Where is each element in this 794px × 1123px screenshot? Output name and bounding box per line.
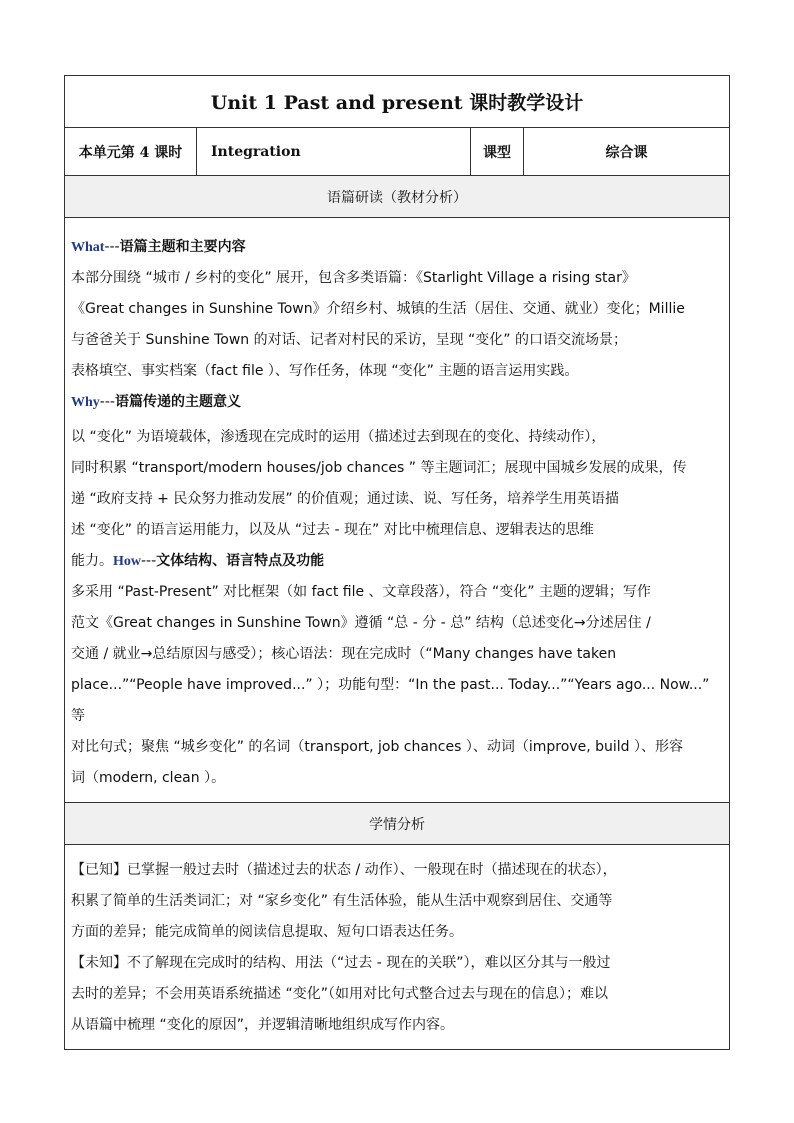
type-label-cell [471, 128, 524, 175]
what-line: 与爸爸关于 Sunshine Town 的对话、记者对村民的采访，呈现 “变化” 的口语交流场景； [71, 332, 627, 348]
what-line: 《Great changes in Sunshine Town》介绍乡村、城镇的生活（居住、交通、就业）变化；Millie [71, 301, 685, 317]
lesson-label-cell [65, 128, 197, 175]
title-row [65, 76, 729, 128]
how-tag: How [113, 554, 141, 569]
why-tag: Why [71, 395, 100, 410]
known-line: 积累了简单的生活类词汇；对 “家乡变化” 有生活体验，能从生活中观察到居住、交通等 [71, 893, 613, 909]
why-title: 语篇传递的主题意义 [114, 394, 241, 410]
lesson-design-table [64, 75, 730, 1050]
type-value: 综合课 [605, 144, 648, 161]
what-sep: --- [104, 239, 120, 255]
how-line: 多采用 “Past-Present” 对比框架（如 fact file 、文章段落），符合 “变化” 主题的逻辑；写作 [71, 584, 651, 600]
text-analysis-heading: 语篇研读（教材分析） [327, 189, 467, 206]
why-last: 能力。 [71, 553, 113, 569]
lesson-label: 本单元第 4 课时 [78, 144, 183, 161]
learner-analysis-heading-row [65, 803, 729, 845]
what-tag: What [71, 240, 105, 255]
why-how-line [71, 546, 721, 577]
why-heading [71, 387, 721, 418]
how-title: 文体结构、语言特点及功能 [156, 553, 325, 569]
how-sep: --- [141, 553, 157, 569]
page-title: Unit 1 Past and present 课时教学设计 [210, 92, 584, 114]
how-line: 交通 / 就业→总结原因与感受）；核心语法：现在完成时（“Many changes have taken [71, 646, 617, 662]
how-line: 范文《Great changes in Sunshine Town》遵循 “总 - 分 - 总” 结构（总述变化→分述居住 / [71, 615, 651, 631]
text-analysis-body [65, 218, 729, 803]
meta-row [65, 128, 729, 176]
how-line: 词（modern, clean ）。 [71, 770, 226, 786]
text-analysis-heading-row [65, 176, 729, 218]
how-line: place...”“People have improved...” ）；功能句型：“In the past... Today...”“Years ago... Now...” 等 [71, 677, 710, 724]
unknown-line: 去时的差异；不会用英语系统描述 “变化”（如用对比句式整合过去与现在的信息）；难以 [71, 986, 608, 1002]
what-heading [71, 232, 721, 263]
why-line: 递 “政府支持 + 民众努力推动发展” 的价值观；通过读、说、写任务，培养学生用英语描 [71, 491, 620, 507]
known-line: 【已知】已掌握一般过去时（描述过去的状态 / 动作）、一般现在时（描述现在的状态）， [71, 862, 617, 878]
what-title: 语篇主题和主要内容 [119, 239, 246, 255]
type-label: 课型 [483, 144, 511, 161]
known-line: 方面的差异；能完成简单的阅读信息提取、短句口语表达任务。 [71, 924, 463, 940]
why-line: 述 “变化” 的语言运用能力，以及从 “过去 - 现在” 对比中梳理信息、逻辑表达的思维 [71, 522, 594, 538]
why-sep: --- [99, 394, 115, 410]
lesson-value-cell [197, 128, 471, 175]
type-value-cell [524, 128, 729, 175]
unknown-line: 从语篇中梳理 “变化的原因”，并逻辑清晰地组织成写作内容。 [71, 1017, 454, 1033]
learner-analysis-body [65, 845, 729, 1049]
lesson-value: Integration [211, 143, 301, 160]
learner-analysis-heading: 学情分析 [369, 816, 425, 833]
what-line: 表格填空、事实档案（fact file ）、写作任务，体现 “变化” 主题的语言运用实践。 [71, 363, 579, 379]
how-line: 对比句式；聚焦 “城乡变化” 的名词（transport, job chances ）、动词（improve, build ）、形容 [71, 739, 683, 755]
unknown-line: 【未知】不了解现在完成时的结构、用法（“过去 - 现在的关联”），难以区分其与一般过 [71, 955, 611, 971]
why-line: 以 “变化” 为语境载体，渗透现在完成时的运用（描述过去到现在的变化、持续动作）， [71, 429, 606, 445]
why-line: 同时积累 “transport/modern houses/job chances ” 等主题词汇；展现中国城乡发展的成果，传 [71, 460, 687, 476]
what-line: 本部分围绕 “城市 / 乡村的变化” 展开，包含多类语篇：《Starlight Village a rising star》 [71, 270, 636, 286]
